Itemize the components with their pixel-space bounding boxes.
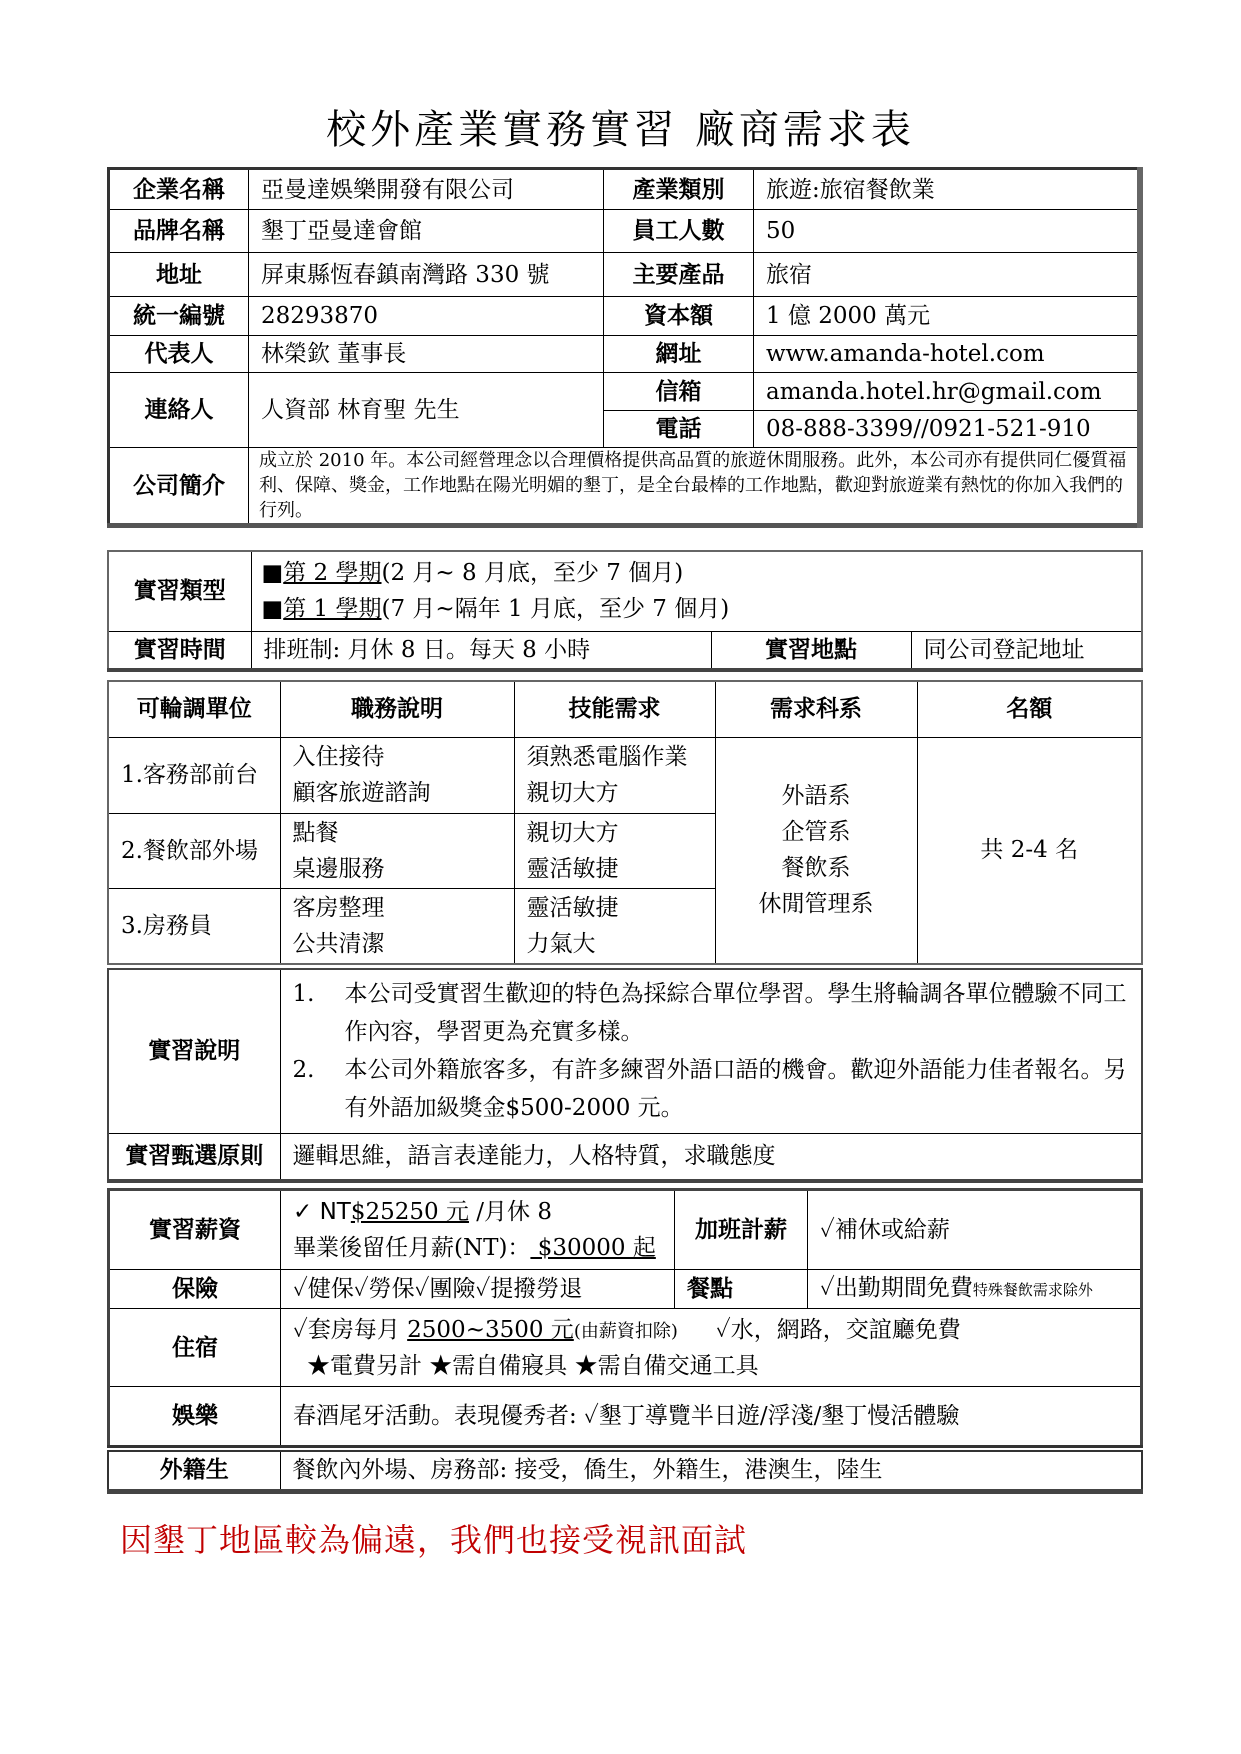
website-label: 網址 bbox=[604, 336, 754, 373]
duty-line: 點餐 bbox=[292, 819, 339, 846]
company-info-table bbox=[107, 167, 1143, 528]
housing-line-1 bbox=[293, 1312, 1128, 1348]
skill-line: 親切大方 bbox=[526, 819, 619, 846]
selection-criteria: 邏輯思維，語言表達能力，人格特質，求職態度 bbox=[280, 1133, 1142, 1181]
skill-cell bbox=[514, 888, 715, 964]
foreign-label: 外籍生 bbox=[108, 1451, 280, 1491]
note-item bbox=[293, 1051, 1132, 1127]
retain-amount: $30000 起 bbox=[530, 1235, 656, 1261]
department-item: 企管系 bbox=[781, 819, 851, 846]
email-label: 信箱 bbox=[604, 373, 754, 411]
type-2-detail: (7 月~隔年 1 月底，至少 7 個月) bbox=[381, 596, 730, 623]
skill-cell bbox=[514, 813, 715, 888]
department-item: 休閒管理系 bbox=[758, 891, 874, 918]
skill-line: 親切大方 bbox=[526, 780, 619, 806]
tax-id: 28293870 bbox=[249, 297, 604, 336]
company-name-label: 企業名稱 bbox=[109, 169, 249, 210]
address-label: 地址 bbox=[109, 253, 249, 297]
quota-cell: 共 2-4 名 bbox=[917, 737, 1142, 964]
contact-person: 人資部 林育聖 先生 bbox=[249, 373, 604, 448]
duty-cell bbox=[280, 888, 514, 964]
duty-line: 桌邊服務 bbox=[292, 855, 385, 882]
skill-line: 力氣大 bbox=[526, 930, 596, 957]
skill-line: 靈活敏捷 bbox=[526, 855, 619, 882]
product-label: 主要產品 bbox=[604, 253, 754, 297]
skill-line: 須熟悉電腦作業 bbox=[526, 744, 688, 770]
note-number: 1. bbox=[292, 981, 315, 1008]
housing-free: ✓水，網路，交誼廳免費 bbox=[715, 1316, 961, 1343]
duty-line: 公共清潔 bbox=[292, 930, 385, 957]
capital: 1 億 2000 萬元 bbox=[754, 297, 1141, 336]
email[interactable]: amanda.hotel.hr@gmail.com bbox=[754, 373, 1141, 411]
housing-label: 住宿 bbox=[109, 1309, 281, 1387]
phone-label: 電話 bbox=[604, 411, 754, 448]
phone: 08-888-3399//0921-521-910 bbox=[754, 411, 1141, 448]
note-text: 本公司外籍旅客多，有許多練習外語口語的機會。歡迎外語能力佳者報名。另有外語加級獎金$500-2000 元。 bbox=[344, 1057, 1127, 1122]
note-number: 2. bbox=[292, 1057, 315, 1084]
representative-label: 代表人 bbox=[109, 336, 249, 373]
notes-content bbox=[280, 969, 1142, 1133]
contact-label: 連絡人 bbox=[109, 373, 249, 448]
industry: 旅遊:旅宿餐飲業 bbox=[754, 169, 1141, 210]
retain-text: 畢業後留任月薪(NT)： bbox=[293, 1235, 531, 1261]
company-intro: 成立於 2010 年。本公司經營理念以合理價格提供高品質的旅遊休閒服務。此外，本公司亦有提供同仁優質福利、保障、獎金，工作地點在陽光明媚的墾丁，是全台最棒的工作地點，歡迎對旅遊業有熱忱的你加入我們的行列。 bbox=[249, 448, 1141, 526]
website[interactable]: www.amanda-hotel.com bbox=[754, 336, 1141, 373]
department-item: 外語系 bbox=[781, 783, 851, 810]
notes-label: 實習說明 bbox=[108, 969, 280, 1133]
notes-table bbox=[107, 968, 1143, 1183]
overtime-label: 加班計薪 bbox=[675, 1190, 808, 1270]
address: 屏東縣恆春鎮南灣路 330 號 bbox=[249, 253, 604, 297]
salary-suffix: /月休 8 bbox=[468, 1199, 552, 1225]
unit-cell: 1.客務部前台 bbox=[108, 737, 280, 813]
time-label: 實習時間 bbox=[108, 631, 251, 670]
salary-label: 實習薪資 bbox=[109, 1190, 281, 1270]
skill-cell bbox=[514, 737, 715, 813]
unit-cell: 2.餐飲部外場 bbox=[108, 813, 280, 888]
salary-line bbox=[293, 1194, 662, 1230]
housing-prefix: ✓套房每月 bbox=[293, 1316, 408, 1343]
salary-amount: $25250 元 bbox=[350, 1199, 469, 1225]
header-duty: 職務說明 bbox=[280, 681, 514, 737]
skill-line: 靈活敏捷 bbox=[526, 894, 619, 921]
staff-count: 50 bbox=[754, 210, 1141, 253]
internship-type-table bbox=[107, 550, 1143, 672]
footer-note: 因墾丁地區較為偏遠，我們也接受視訊面試 bbox=[120, 1521, 748, 1559]
housing-amount: 2500~3500 元 bbox=[407, 1316, 574, 1343]
header-department: 需求科系 bbox=[715, 681, 917, 737]
industry-label: 產業類別 bbox=[604, 169, 754, 210]
unit-cell: 3.房務員 bbox=[108, 888, 280, 964]
intro-label: 公司簡介 bbox=[109, 448, 249, 526]
duty-line: 客房整理 bbox=[292, 894, 385, 921]
brand-label: 品牌名稱 bbox=[109, 210, 249, 253]
header-quota: 名額 bbox=[917, 681, 1142, 737]
tax-id-label: 統一編號 bbox=[109, 297, 249, 336]
meal-cell bbox=[808, 1270, 1142, 1309]
main-product: 旅宿 bbox=[754, 253, 1141, 297]
department-cell bbox=[715, 737, 917, 964]
company-name: 亞曼達娛樂開發有限公司 bbox=[249, 169, 604, 210]
meal-label: 餐點 bbox=[675, 1270, 808, 1309]
foreign-text: 餐飲內外場、房務部: 接受，僑生，外籍生，港澳生，陸生 bbox=[280, 1451, 1142, 1491]
header-unit: 可輪調單位 bbox=[108, 681, 280, 737]
meal-note: 特殊餐飲需求除外 bbox=[972, 1281, 1093, 1299]
department-item: 餐飲系 bbox=[781, 855, 851, 882]
selection-label: 實習甄選原則 bbox=[108, 1133, 280, 1181]
type-1-detail: (2 月~ 8 月底，至少 7 個月) bbox=[381, 560, 684, 587]
meal-text: ✓出勤期間免費 bbox=[820, 1275, 973, 1301]
internship-place: 同公司登記地址 bbox=[911, 631, 1142, 670]
page-title: 校外產業實務實習 廠商需求表 bbox=[326, 107, 915, 153]
checked-box-icon: ■ bbox=[261, 560, 284, 587]
duty-line: 入住接待 bbox=[292, 744, 385, 770]
housing-note: (由薪資扣除) bbox=[573, 1320, 678, 1342]
place-label: 實習地點 bbox=[711, 631, 911, 670]
internship-time: 排班制: 月休 8 日。每天 8 小時 bbox=[251, 631, 711, 670]
staff-label: 員工人數 bbox=[604, 210, 754, 253]
housing-extra: ★電費另計 ★需自備寢具 ★需自備交通工具 bbox=[307, 1352, 759, 1379]
type-1-link: 第 2 學期 bbox=[283, 560, 382, 587]
housing-cell bbox=[281, 1309, 1142, 1387]
foreign-table bbox=[107, 1450, 1143, 1494]
insurance: ✓健保✓勞保✓團險✓提撥勞退 bbox=[281, 1270, 675, 1309]
note-item bbox=[293, 975, 1132, 1051]
duty-cell bbox=[280, 813, 514, 888]
type-label: 實習類型 bbox=[108, 551, 251, 631]
insurance-label: 保險 bbox=[109, 1270, 281, 1309]
internship-types bbox=[251, 551, 1142, 631]
capital-label: 資本額 bbox=[604, 297, 754, 336]
header-skill: 技能需求 bbox=[514, 681, 715, 737]
type-2-link: 第 1 學期 bbox=[283, 596, 382, 623]
positions-table bbox=[107, 680, 1143, 965]
type-option-2 bbox=[262, 591, 1132, 627]
type-option-1 bbox=[262, 555, 1132, 591]
overtime: ✓補休或給薪 bbox=[808, 1190, 1142, 1270]
salary-cell bbox=[281, 1190, 675, 1270]
duty-line: 顧客旅遊諮詢 bbox=[292, 780, 431, 806]
representative: 林榮欽 董事長 bbox=[249, 336, 604, 373]
benefits-table bbox=[107, 1188, 1143, 1448]
checked-box-icon: ■ bbox=[261, 596, 284, 623]
brand: 墾丁亞曼達會館 bbox=[249, 210, 604, 253]
check-icon: ✓ NT bbox=[293, 1199, 351, 1225]
note-text: 本公司受實習生歡迎的特色為採綜合單位學習。學生將輪調各單位體驗不同工作內容，學習更為充實多樣。 bbox=[344, 981, 1127, 1046]
duty-cell bbox=[280, 737, 514, 813]
retain-line bbox=[293, 1230, 662, 1266]
fun: 春酒尾牙活動。表現優秀者: ✓墾丁導覽半日遊/浮淺/墾丁慢活體驗 bbox=[281, 1387, 1142, 1447]
fun-label: 娛樂 bbox=[109, 1387, 281, 1447]
